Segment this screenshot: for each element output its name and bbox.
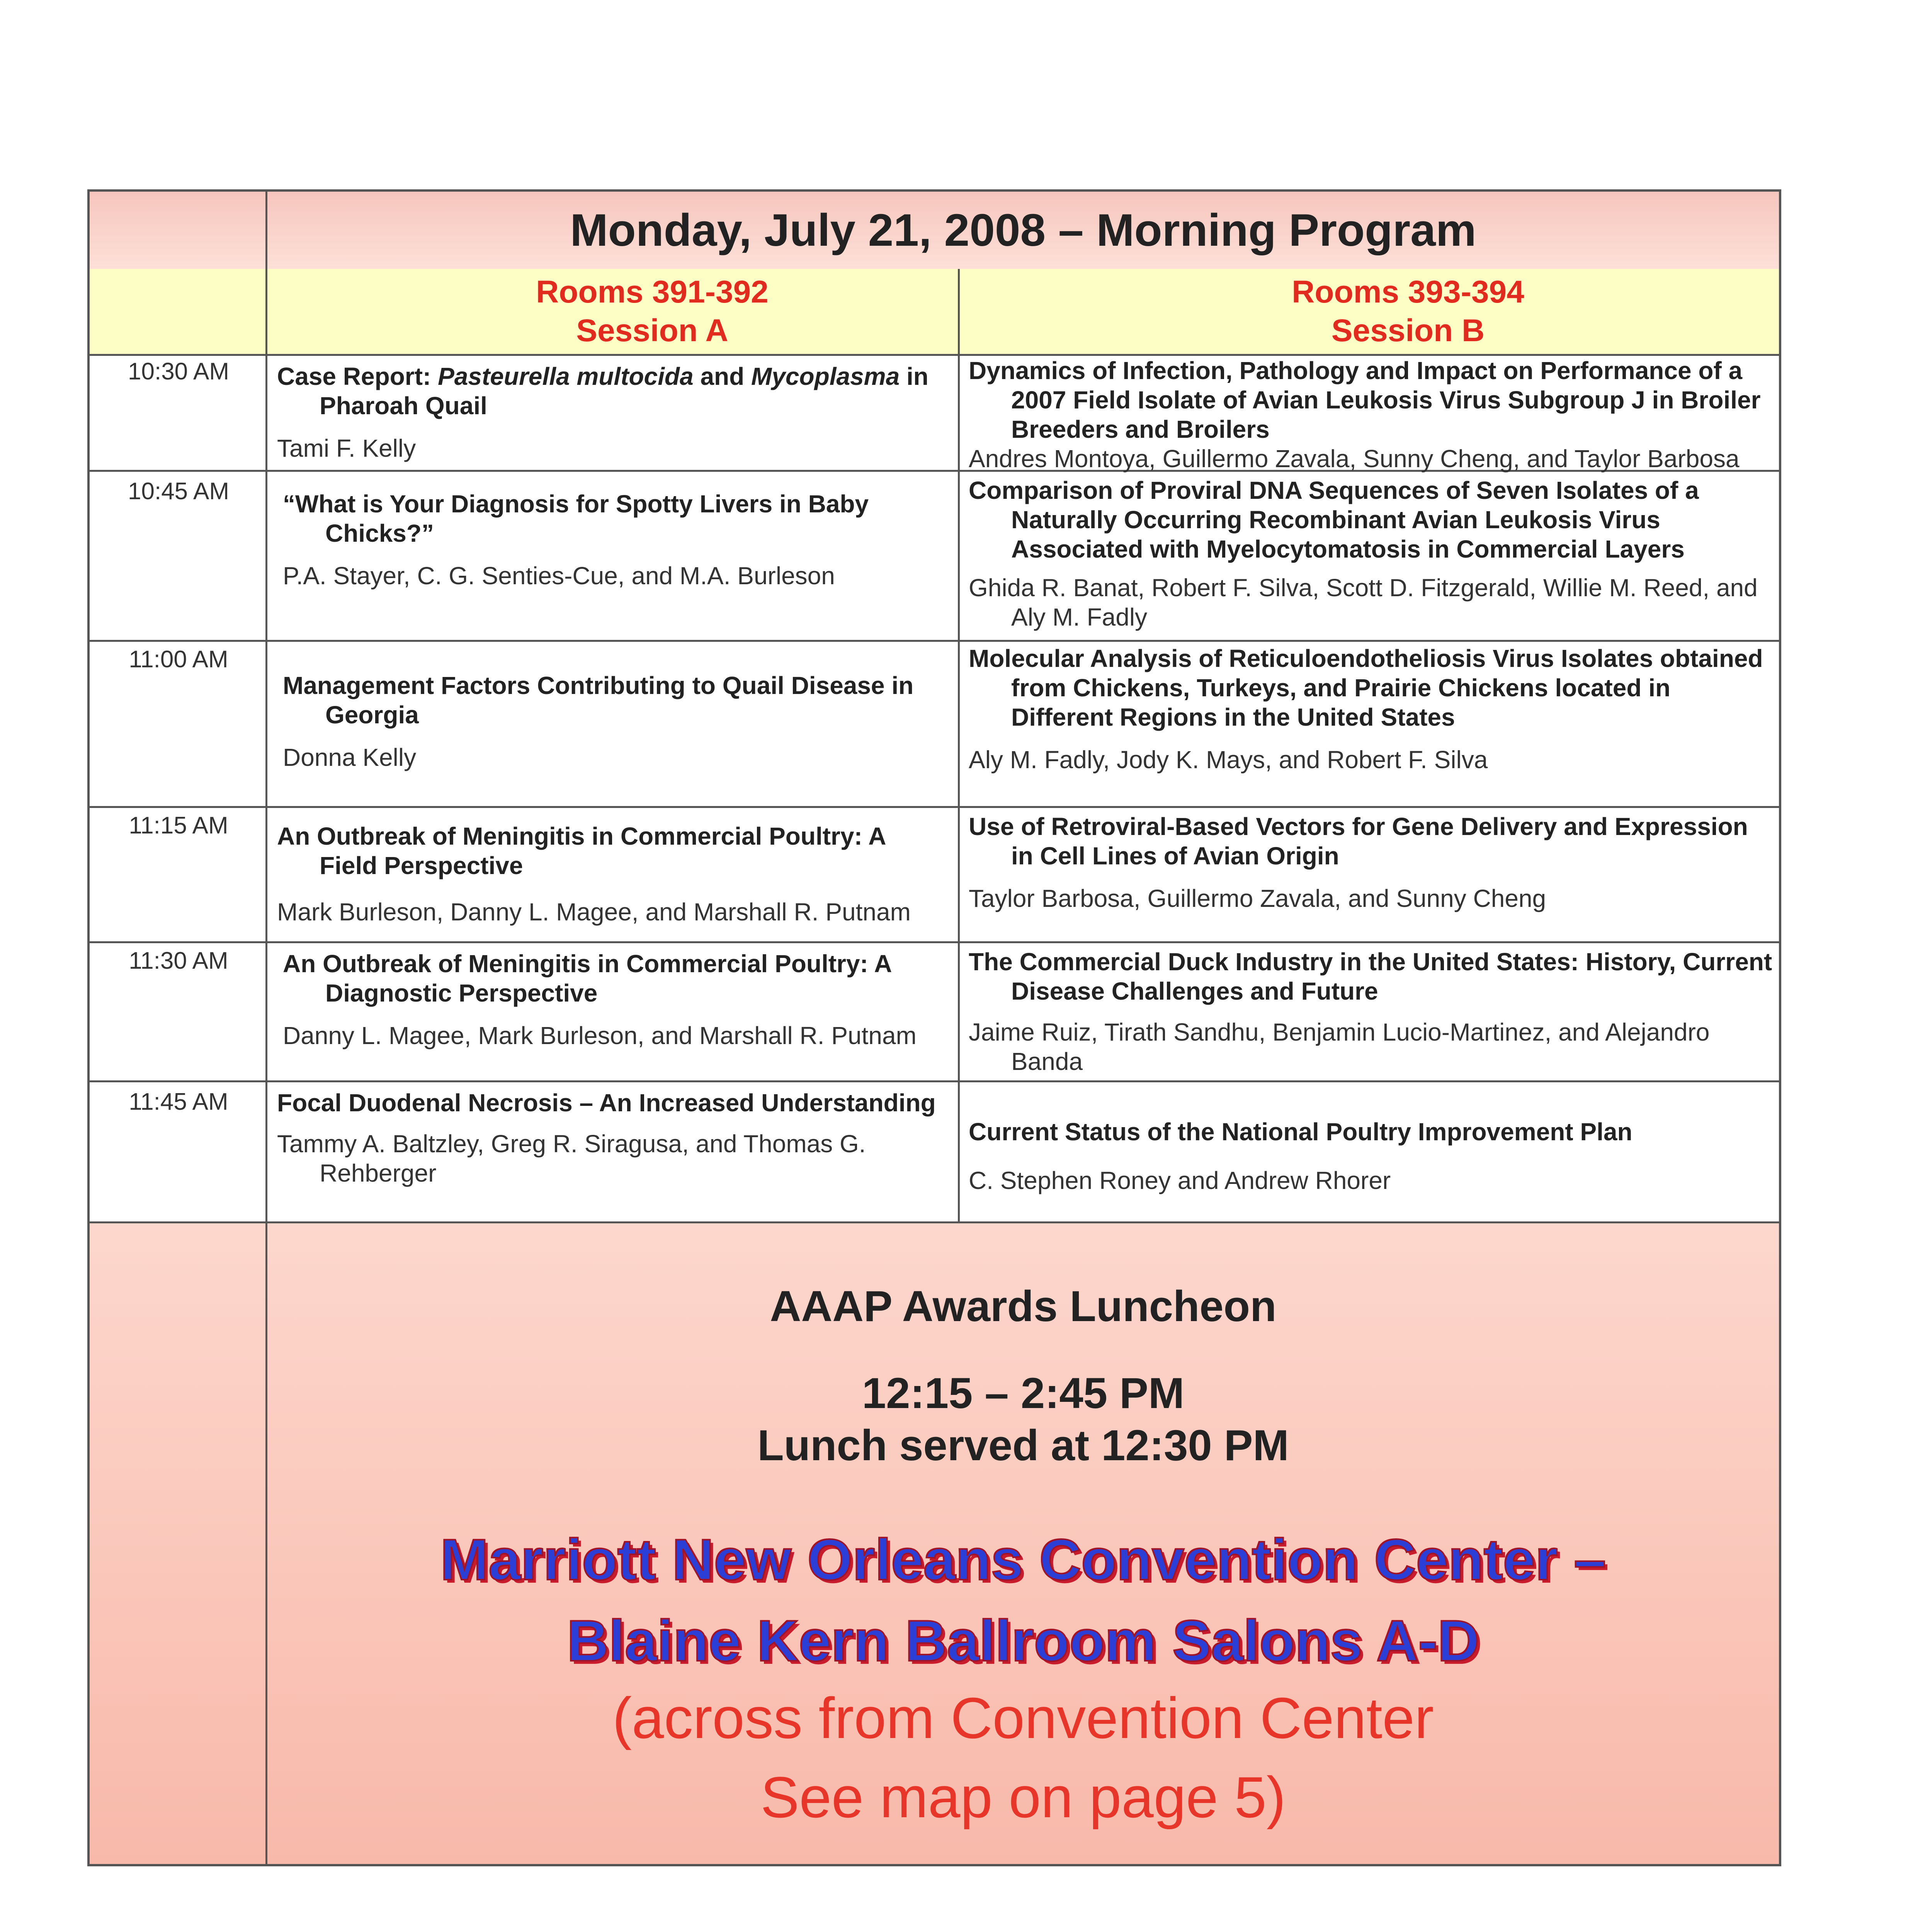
row-divider	[90, 640, 1779, 642]
schedule-title: Monday, July 21, 2008 – Morning Program	[570, 205, 1476, 256]
time-slot: 10:30 AM	[128, 358, 229, 385]
session-b-talk	[969, 356, 1776, 473]
venue-line-1: Marriott New Orleans Convention Center –	[440, 1527, 1606, 1592]
row-divider	[90, 941, 1779, 943]
session-b-talk	[969, 812, 1776, 913]
session-b-talk	[969, 476, 1776, 632]
time-slot: 10:45 AM	[128, 478, 229, 505]
schedule-table	[87, 189, 1781, 1866]
talk-title: Focal Duodenal Necrosis – An Increased Understanding	[277, 1089, 936, 1117]
talk-authors: Danny L. Magee, Mark Burleson, and Marshall R. Putnam	[283, 1022, 917, 1049]
talk-title: The Commercial Duck Industry in the United States: History, Current Disease Challenges and Future	[969, 948, 1772, 1005]
talk-title: Molecular Analysis of Reticuloendotheliosis Virus Isolates obtained from Chickens, Turkeys, and Prairie Chickens located in Different Regions in the United States	[969, 645, 1763, 731]
row-divider	[90, 806, 1779, 808]
talk-title: Management Factors Contributing to Quail Disease in Georgia	[283, 672, 914, 729]
talk-title: Dynamics of Infection, Pathology and Impact on Performance of a 2007 Field Isolate of Avian Leukosis Virus Subgroup J in Broiler Breeders and Broilers	[969, 357, 1761, 443]
talk-authors: Taylor Barbosa, Guillermo Zavala, and Sunny Cheng	[969, 884, 1546, 912]
session-a-talk	[283, 489, 947, 590]
luncheon-time: 12:15 – 2:45 PM	[862, 1369, 1185, 1417]
time-slot: 11:15 AM	[129, 812, 228, 839]
title-row	[90, 192, 1779, 271]
session-a-talk	[277, 362, 949, 463]
luncheon-served: Lunch served at 12:30 PM	[757, 1421, 1289, 1469]
talk-authors: Andres Montoya, Guillermo Zavala, Sunny Cheng, and Taylor Barbosa	[969, 445, 1740, 473]
session-a-label: Session A	[576, 313, 728, 348]
talk-authors: C. Stephen Roney and Andrew Rhorer	[969, 1167, 1391, 1194]
talk-authors: Aly M. Fadly, Jody K. Mays, and Robert F. Silva	[969, 746, 1488, 774]
time-slot: 11:00 AM	[129, 646, 228, 673]
talk-title: “What is Your Diagnosis for Spotty Livers in Baby Chicks?”	[283, 490, 869, 547]
scroll-banner-graphic	[371, 1928, 1607, 1932]
session-a-header	[267, 269, 1037, 354]
luncheon-block	[90, 1223, 1779, 1864]
talk-title: An Outbreak of Meningitis in Commercial Poultry: A Field Perspective	[277, 822, 886, 879]
luncheon-name: AAAP Awards Luncheon	[770, 1282, 1277, 1330]
session-b-rooms: Rooms 393-394	[1292, 274, 1524, 310]
talk-title: Current Status of the National Poultry Improvement Plan	[969, 1118, 1633, 1146]
time-slot: 11:30 AM	[129, 947, 228, 974]
session-b-talk	[969, 947, 1776, 1076]
rooms-row	[90, 269, 1779, 356]
session-a-talk	[277, 821, 949, 927]
talk-title: Case Report: Pasteurella multocida and Mycoplasma in Pharoah Quail	[277, 362, 928, 420]
time-slot: 11:45 AM	[129, 1088, 228, 1115]
session-a-talk	[283, 671, 947, 772]
talk-authors: Jaime Ruiz, Tirath Sandhu, Benjamin Lucio-Martinez, and Alejandro Banda	[969, 1018, 1710, 1075]
talk-title: An Outbreak of Meningitis in Commercial Poultry: A Diagnostic Perspective	[283, 950, 891, 1007]
venue-note-line-2: See map on page 5)	[760, 1765, 1286, 1830]
talk-title: Comparison of Proviral DNA Sequences of Seven Isolates of a Naturally Occurring Recombinant Avian Leukosis Virus Associated with Myelocytomatosis in Commercial Layers	[969, 476, 1699, 563]
venue-note-line-1: (across from Convention Center	[612, 1685, 1434, 1750]
talk-authors: Mark Burleson, Danny L. Magee, and Marshall R. Putnam	[277, 898, 911, 926]
row-divider	[90, 1080, 1779, 1082]
session-b-header	[1037, 269, 1779, 354]
venue-line-2: Blaine Kern Ballroom Salons A-D	[567, 1608, 1479, 1673]
talk-title: Use of Retroviral-Based Vectors for Gene Delivery and Expression in Cell Lines of Avian Origin	[969, 813, 1748, 870]
session-a-rooms: Rooms 391-392	[536, 274, 769, 310]
talk-authors: Donna Kelly	[283, 743, 417, 771]
talk-authors: P.A. Stayer, C. G. Senties-Cue, and M.A. Burleson	[283, 562, 835, 590]
session-a-talk	[283, 949, 947, 1050]
session-b-talk	[969, 644, 1776, 774]
session-b-talk	[969, 1117, 1776, 1195]
talk-authors: Tammy A. Baltzley, Greg R. Siragusa, and Thomas G. Rehberger	[277, 1130, 866, 1187]
talk-authors: Tami F. Kelly	[277, 434, 416, 462]
session-a-talk	[277, 1088, 949, 1188]
talk-authors: Ghida R. Banat, Robert F. Silva, Scott D. Fitzgerald, Willie M. Reed, and Aly M. Fadly	[969, 574, 1758, 631]
session-b-label: Session B	[1331, 313, 1485, 348]
